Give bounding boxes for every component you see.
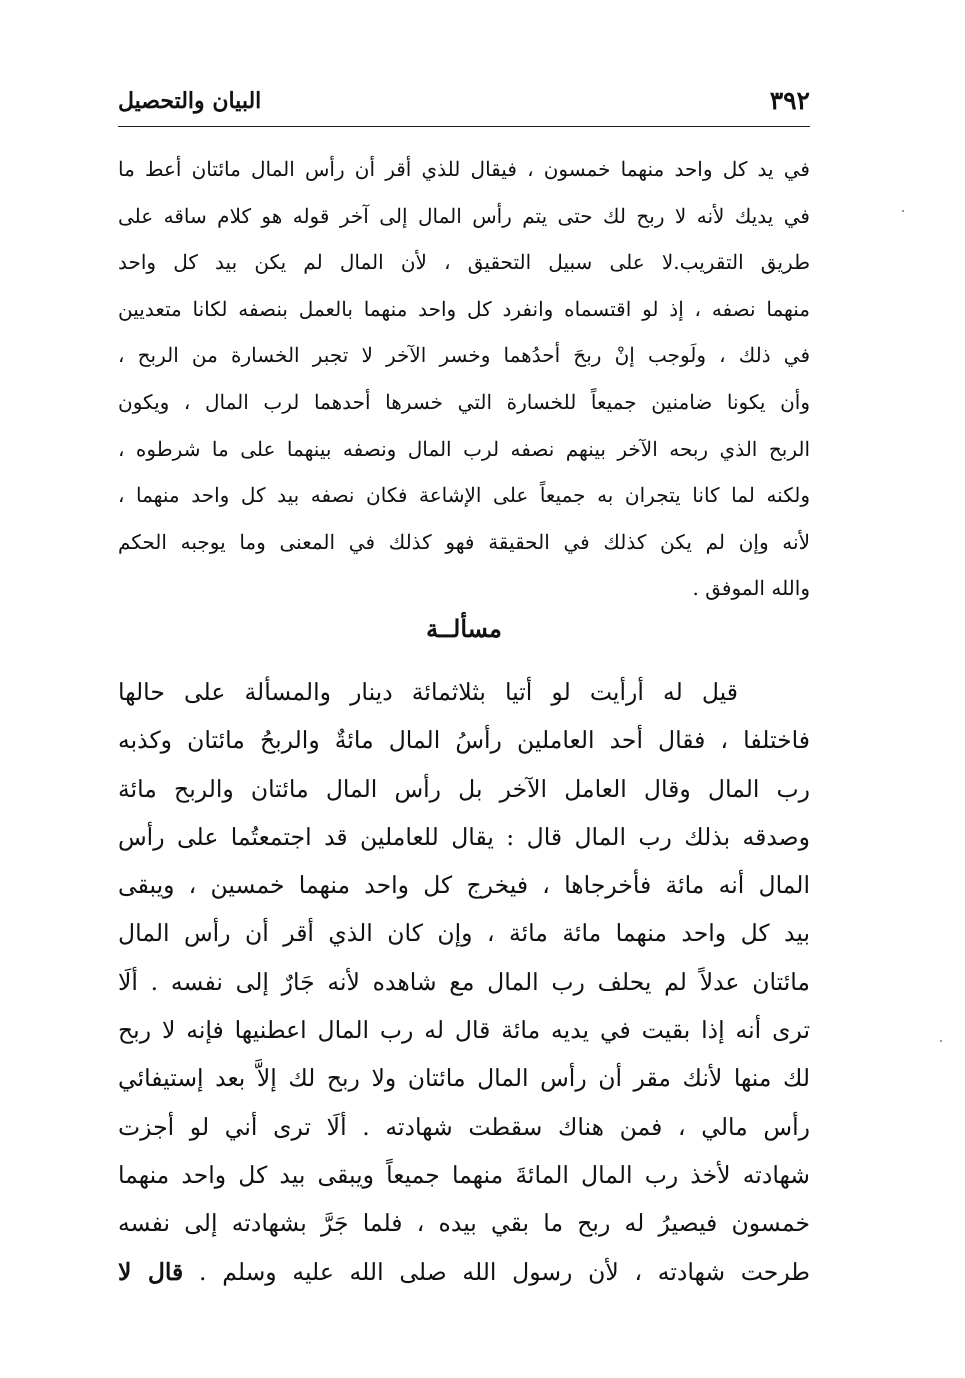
text-line: طريق التقريب.لا على سبيل التحقيق ، لأن المال لم يكن بيد كل واحد xyxy=(118,250,810,275)
text-line: رب المال وقال العامل الآخر بل رأس المال مائتان والربح مائة xyxy=(118,774,810,803)
text-line-final xyxy=(118,1248,810,1296)
book-title: البيان والتحصيل xyxy=(118,88,262,114)
text-line: ترى أنه إذا بقيت في يديه مائة قال له رب المال اعطنيها فإنه لا ربح xyxy=(118,1016,810,1045)
text-line: رأس مالي ، فمن هناك سقطت شهادته . ألَا ترى أني لو أجزت xyxy=(118,1112,810,1141)
scan-speck xyxy=(902,210,904,212)
text-line: شهادته لأخذ رب المال المائةَ منهما جميعاً ويبقى بيد كل واحد منهما xyxy=(118,1160,810,1189)
text-line: المال أنه مائة فأخرجاها ، فيخرج كل واحد منهما خمسين ، ويبقى xyxy=(118,871,810,900)
commentary-paragraph xyxy=(118,146,810,612)
scan-speck xyxy=(940,1040,942,1042)
text-line: وأن يكونا ضامنين جميعاً للخسارة التي خسرها أحدهما لرب المال ، ويكون xyxy=(118,389,810,414)
text-line: فاختلفا ، فقال أحد العاملين رأسُ المال مائةٌ والربحُ مائتان وكذبه xyxy=(118,726,810,755)
text-line: لأنه وإن لم يكن كذلك في الحقيقة فهو كذلك في المعنى وما يوجبه الحكم xyxy=(118,529,810,554)
running-header xyxy=(118,82,810,122)
text-line: في ذلك ، ولَوجب إنْ ربحَ أحدُهما وخسر الآخر لا تجبر الخسارة من الربح ، xyxy=(118,343,810,368)
header-rule xyxy=(118,126,810,127)
text-line: الربح الذي ربحه الآخر بينهم نصفه لرب المال ونصفه بينهما على ما شرطوه ، xyxy=(118,436,811,461)
text-line: والله الموفق . xyxy=(692,576,810,601)
text-line: في يديك لأنه لا ربح لك حتى يتم رأس المال إلى آخر قوله هو كلام ساقه على xyxy=(118,203,810,228)
continuation-words: قال لا xyxy=(118,1257,184,1286)
page-number: ٣٩٢ xyxy=(769,86,810,115)
text-line: مائتان عدلاً لم يحلف رب المال مع شاهده لأنه جَارٌ إلى نفسه . ألَا xyxy=(118,967,810,996)
text-line: قيل له أرأيت لو أتيا بثلاثمائة دينار والمسألة على حالها xyxy=(118,678,738,706)
text-line: في يد كل واحد منهما خمسون ، فيقال للذي أقر أن رأس المال مائتان أعط ما xyxy=(118,157,810,181)
text-line: وصدقه بذلك رب المال قال : يقال للعاملين قد اجتمعتُما على رأس xyxy=(118,822,810,851)
text-line: ولكنه لما كانا يتجران به جميعاً على الإشاعة فكان نصفه بيد كل واحد منهما ، xyxy=(118,483,810,508)
text-line: خمسون فيصيرُ له ربح ما بقي بيده ، فلما جَرَّ بشهادته إلى نفسه xyxy=(118,1209,810,1238)
text-line: بيد كل واحد منهما مائة مائة ، وإن كان الذي أقر أن رأس المال xyxy=(118,919,810,948)
text-line: منهما نصفه ، إذ لو اقتسماه وانفرد كل واحد منهما بالعمل بنصفه لكانا متعديين xyxy=(118,296,810,321)
masala-paragraph xyxy=(118,668,810,1296)
text-line: لك منها لأنك مقر أن رأس المال مائتان ولا ربح لك إلاَّ بعد إستيفائي xyxy=(118,1064,810,1093)
text-line-body: طرحت شهادته ، لأن رسول الله صلى الله عليه وسلم . xyxy=(199,1257,810,1286)
section-heading: مسألــة xyxy=(426,614,502,643)
